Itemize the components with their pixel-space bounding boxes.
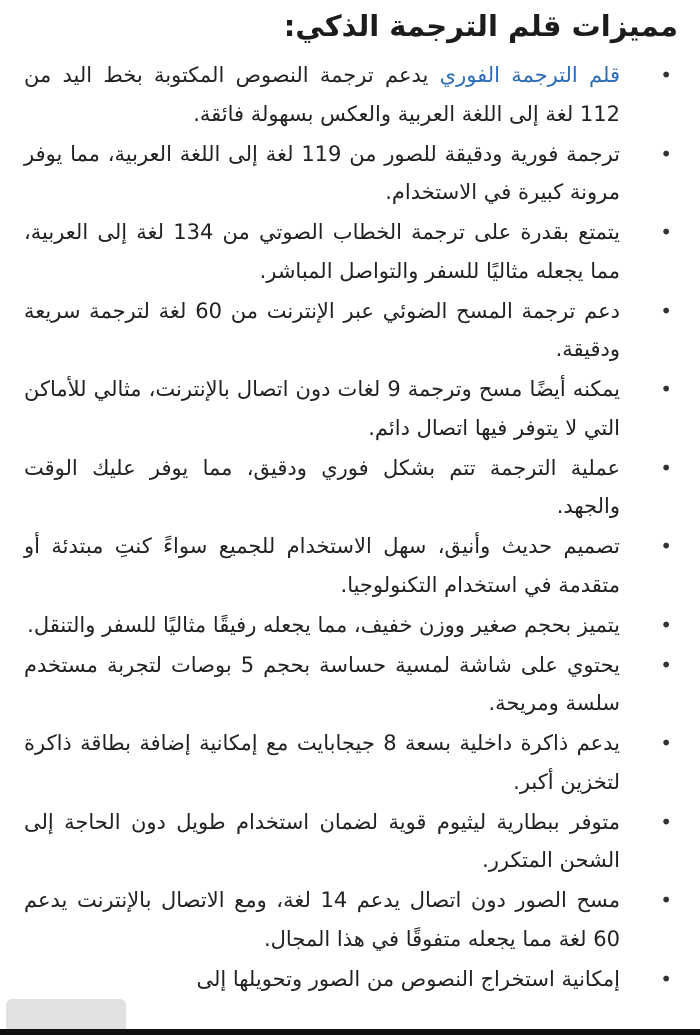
bullet-icon: • (660, 63, 672, 87)
feature-item (24, 960, 672, 999)
feature-text: يمكنه أيضًا مسح وترجمة 9 لغات دون اتصال بالإنترنت، مثالي للأماكن التي لا يتوفر فيها اتصال دائم. (24, 377, 620, 440)
bullet-icon: • (660, 298, 672, 323)
feature-text: يتميز بحجم صغير ووزن خفيف، مما يجعله رفيقًا مثاليًا للسفر والتنقل. (27, 612, 620, 637)
bullet-icon: • (660, 731, 672, 755)
watermark-logo (6, 999, 126, 1033)
bottom-bar (0, 1029, 700, 1035)
product-link[interactable]: قلم الترجمة الفوري (439, 63, 621, 87)
bullet-icon: • (660, 534, 672, 558)
feature-text: يحتوي على شاشة لمسية حساسة بحجم 5 بوصات لتجربة مستخدم سلسة ومريحة. (24, 652, 620, 715)
feature-text: تصميم حديث وأنيق، سهل الاستخدام للجميع سواءً كنتِ مبتدئة أو متقدمة في استخدام التكنولوجيا. (24, 534, 620, 597)
page-title: مميزات قلم الترجمة الذكي: (283, 9, 678, 43)
feature-item (24, 370, 672, 447)
feature-text: يدعم ترجمة النصوص المكتوبة بخط اليد من 112 لغة إلى اللغة العربية والعكس بسهولة فائقة. (24, 63, 620, 126)
bullet-icon: • (660, 809, 672, 834)
feature-item (24, 606, 672, 645)
feature-text: إمكانية استخراج النصوص من الصور وتحويلها إلى (196, 966, 620, 991)
feature-item (24, 292, 672, 369)
feature-text: يدعم ذاكرة داخلية بسعة 8 جيجابايت مع إمكانية إضافة بطاقة ذاكرة لتخزين أكبر. (24, 731, 620, 794)
bullet-icon: • (660, 141, 672, 166)
feature-item (24, 56, 672, 133)
feature-item (24, 527, 672, 604)
feature-text: عملية الترجمة تتم بشكل فوري ودقيق، مما يوفر عليك الوقت والجهد. (24, 455, 620, 518)
bullet-icon: • (660, 455, 672, 480)
feature-item (24, 646, 672, 723)
bullet-icon: • (660, 888, 672, 912)
feature-text: دعم ترجمة المسح الضوئي عبر الإنترنت من 60 لغة لترجمة سريعة ودقيقة. (24, 298, 620, 361)
feature-item (24, 724, 672, 801)
feature-item (24, 213, 672, 290)
feature-item (24, 803, 672, 880)
feature-text: متوفر ببطارية ليثيوم قوية لضمان استخدام طويل دون الحاجة إلى الشحن المتكرر. (24, 809, 620, 872)
feature-item (24, 135, 672, 212)
bullet-icon: • (660, 652, 672, 677)
bullet-icon: • (660, 220, 672, 244)
feature-item (24, 881, 672, 958)
feature-item (24, 449, 672, 526)
feature-text: يتمتع بقدرة على ترجمة الخطاب الصوتي من 134 لغة إلى العربية، مما يجعله مثاليًا للسفر والتواصل المباشر. (24, 220, 620, 283)
feature-text: مسح الصور دون اتصال يدعم 14 لغة، ومع الاتصال بالإنترنت يدعم 60 لغة مما يجعله متفوقًا في هذا المجال. (24, 888, 620, 951)
bullet-icon: • (660, 612, 672, 637)
bullet-icon: • (660, 377, 672, 401)
bullet-icon: • (660, 966, 672, 991)
feature-text: ترجمة فورية ودقيقة للصور من 119 لغة إلى اللغة العربية، مما يوفر مرونة كبيرة في الاستخدام. (24, 141, 620, 204)
features-list (0, 56, 700, 998)
